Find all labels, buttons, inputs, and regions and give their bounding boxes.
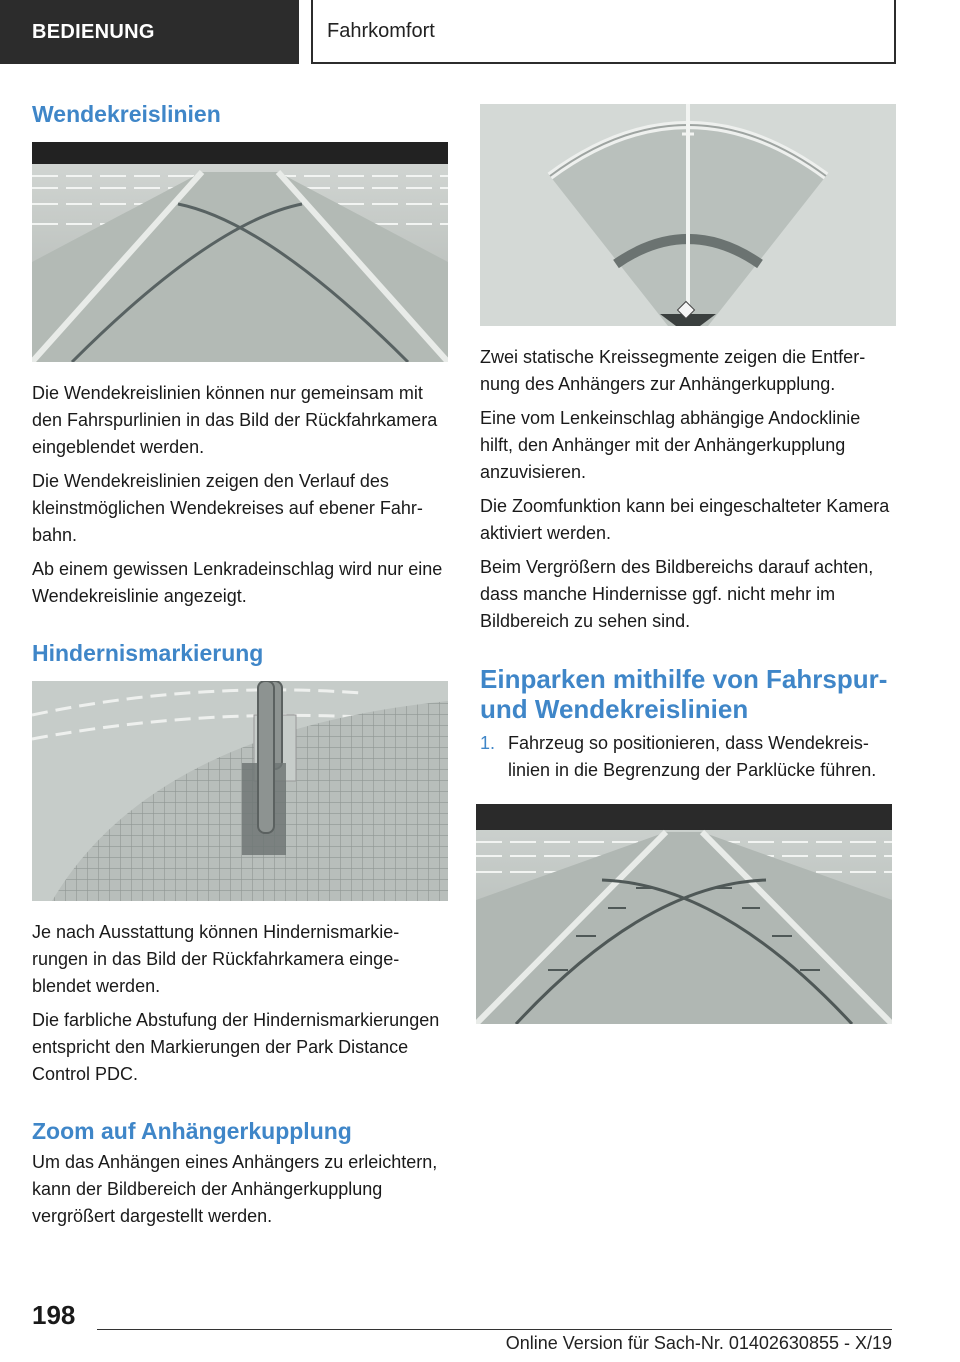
paragraph: Die Zoomfunktion kann bei eingeschalteter Kamera aktiviert werden. (480, 496, 890, 543)
heading-einparken: Einparken mithilfe von Fahrspur- und Wendekreislinien (480, 664, 888, 724)
list-number: 1. (480, 733, 496, 753)
paragraph: Die farbliche Abstufung der Hindernismarkierungen entspricht den Markierungen der Park Distance Control PDC. (32, 1010, 440, 1084)
paragraph: Zwei statische Kreissegmente zeigen die Entfernung des Anhängers zur Anhängerkupplung. (480, 347, 866, 394)
list-item (480, 730, 896, 784)
footer-text: Online Version für Sach-Nr. 01402630855 - X/19 (505, 1333, 892, 1353)
section-label: BEDIENUNG (0, 0, 299, 64)
heading-zoom: Zoom auf Anhängerkupplung (32, 1118, 352, 1144)
page-header (0, 0, 960, 66)
topic-label: Fahrkomfort (311, 0, 896, 64)
heading-wendekreislinien: Wendekreislinien (32, 101, 221, 127)
paragraph: Beim Vergrößern des Bildbereichs darauf achten, dass manche Hindernisse ggf. nicht mehr im Bildbereich zu sehen sind. (480, 557, 874, 631)
left-column (32, 100, 448, 1237)
page-number: 198 (32, 1300, 76, 1330)
paragraph: Ab einem gewissen Lenkradeinschlag wird nur eine Wendekreislinie angezeigt. (32, 559, 443, 606)
heading-hindernismarkierung: Hindernismarkierung (32, 640, 264, 666)
paragraph: Je nach Ausstattung können Hindernismarkierungen in das Bild der Rückfahrkamera eingeblendet werden. (32, 922, 400, 996)
paragraph: Eine vom Lenkeinschlag abhängige Andocklinie hilft, den Anhänger mit der Anhängerkupplung anzuvisieren. (480, 408, 861, 482)
list-text: Fahrzeug so positionieren, dass Wendekreislinien in die Begrenzung der Parklücke führen. (508, 733, 877, 780)
figure-obstacle-markers (32, 681, 448, 901)
footer-divider (97, 1329, 892, 1330)
paragraph: Die Wendekreislinien können nur gemeinsam mit den Fahrspurlinien in das Bild der Rückfahrkamera eingeblendet werden. (32, 383, 438, 457)
figure-parking-lines (476, 804, 892, 1024)
figure-hitch-zoom (480, 104, 896, 326)
figure-turning-lines (32, 142, 448, 362)
right-column (480, 104, 896, 1042)
paragraph: Die Wendekreislinien zeigen den Verlauf des kleinstmöglichen Wendekreises auf ebener Fahrbahn. (32, 471, 423, 545)
paragraph: Um das Anhängen eines Anhängers zu erleichtern, kann der Bildbereich der Anhängerkupplung vergrößert dargestellt werden. (32, 1152, 438, 1226)
